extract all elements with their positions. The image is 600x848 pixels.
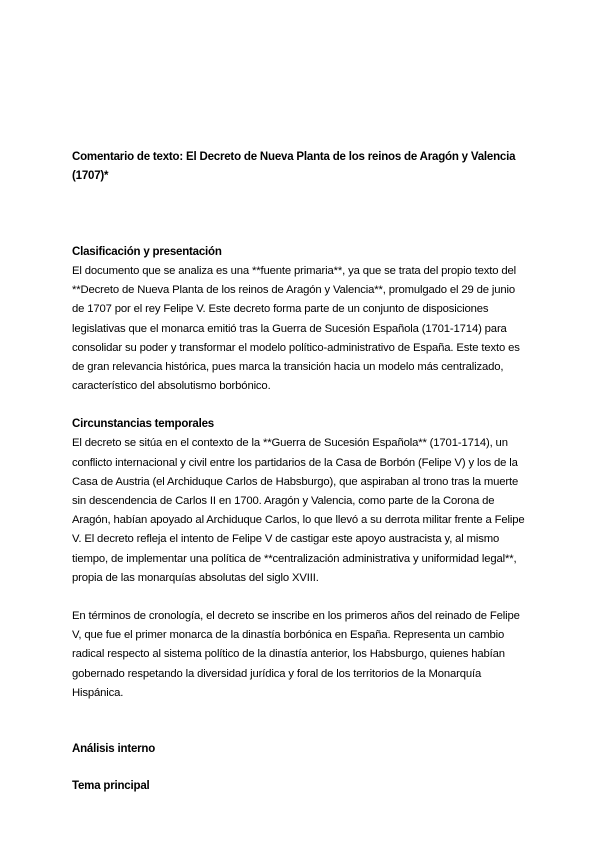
paragraph-circunstancias-2: En términos de cronología, el decreto se inscribe en los primeros años del reinado de Felipe V, que fue el primer monarca de la dinastía borbónica en España. Representa un cambio radical respecto al sistema político de la dinastía anterior, los Habsburgo, quienes habían gobernado respetando la diversidad jurídica y foral de los territorios de la Monarquía Hispánica. <box>72 610 520 699</box>
section-heading-tema: Tema principal <box>72 780 150 793</box>
document-body <box>72 148 530 796</box>
document-title: Comentario de texto: El Decreto de Nueva Planta de los reinos de Aragón y Valencia (1707)* <box>72 151 516 182</box>
section-heading-circunstancias: Circunstancias temporales <box>72 418 215 431</box>
paragraph-clasificacion: El documento que se analiza es una **fuente primaria**, ya que se trata del propio texto del **Decreto de Nueva Planta de los reinos de Aragón y Valencia**, promulgado el 29 de junio de 1707 por el rey Felipe V. Este decreto forma parte de un conjunto de disposiciones legislativas que el monarca emitió tras la Guerra de Sucesión Española (1701-1714) para consolidar su poder y transformar el modelo político-administrativo de España. Este texto es de gran relevancia histórica, pues marca la transición hacia un modelo más centralizado, característico del absolutismo borbónico. <box>72 265 520 393</box>
section-heading-analisis: Análisis interno <box>72 743 156 756</box>
paragraph-circunstancias-1: El decreto se sitúa en el contexto de la **Guerra de Sucesión Española** (1701-1714), un conflicto internacional y civil entre los partidarios de la Casa de Borbón (Felipe V) y los de la Casa de Austria (el Archiduque Carlos de Habsburgo), que aspiraban al trono tras la muerte sin descendencia de Carlos II en 1700. Aragón y Valencia, como parte de la Corona de Aragón, habían apoyado al Archiduque Carlos, lo que llevó a su derrota militar frente a Felipe V. El decreto refleja el intento de Felipe V de castigar este apoyo austracista y, al mismo tiempo, de implementar una política de **centralización administrativa y uniformidad legal**, propia de las monarquías absolutas del siglo XVIII. <box>72 437 525 584</box>
section-heading-clasificacion: Clasificación y presentación <box>72 246 222 258</box>
